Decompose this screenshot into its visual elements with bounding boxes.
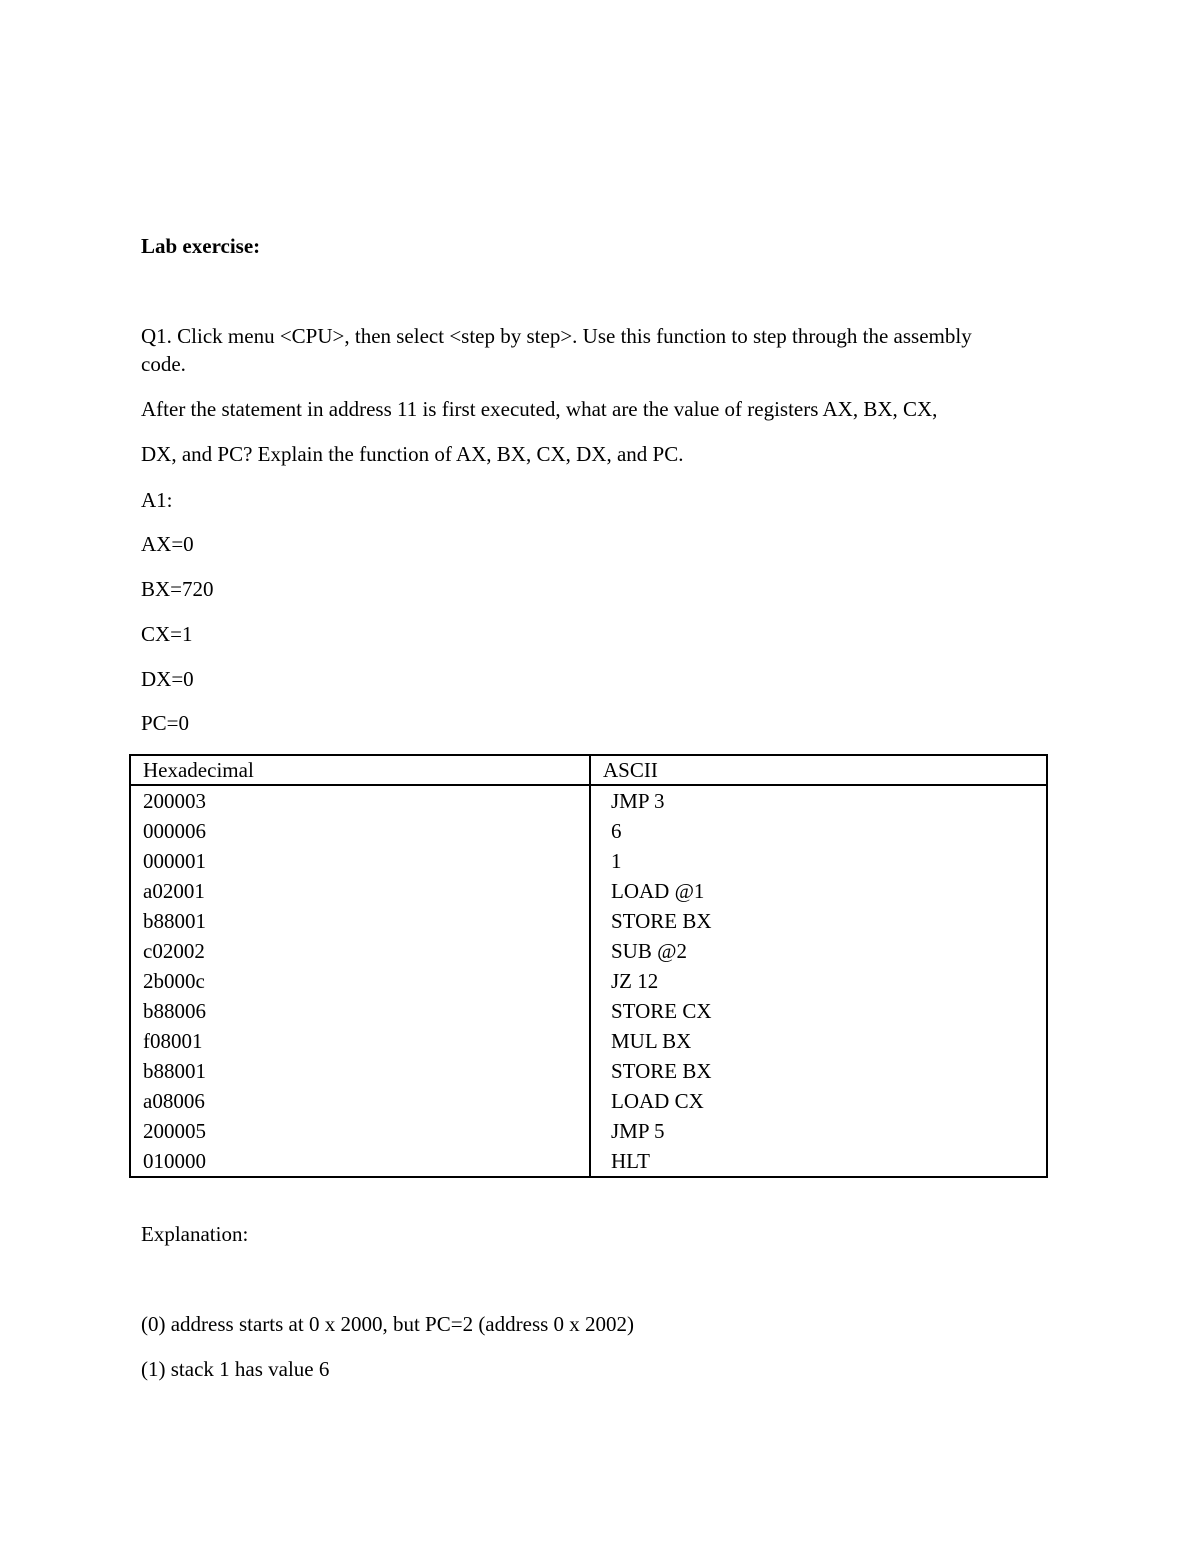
register-dx: DX=0 <box>141 667 194 691</box>
explanation-label: Explanation: <box>141 1222 249 1246</box>
hex-cell: a02001 <box>130 876 590 906</box>
table-row <box>130 1086 1047 1116</box>
table-row <box>130 966 1047 996</box>
section-heading: Lab exercise: <box>141 234 261 258</box>
answer-label: A1: <box>141 488 173 512</box>
register-cx: CX=1 <box>141 622 193 646</box>
table-row <box>130 996 1047 1026</box>
table-row <box>130 1146 1047 1177</box>
ascii-cell: MUL BX <box>611 1029 692 1053</box>
ascii-cell: STORE BX <box>611 909 712 933</box>
question-line-2: After the statement in address 11 is first executed, what are the value of registers AX, BX, CX, <box>141 397 938 421</box>
ascii-cell: JMP 5 <box>611 1119 665 1143</box>
hex-cell: 200003 <box>130 785 590 816</box>
header-hexadecimal: Hexadecimal <box>130 755 590 785</box>
table-row <box>130 876 1047 906</box>
table-row <box>130 846 1047 876</box>
register-pc: PC=0 <box>141 711 190 735</box>
table-row <box>130 1056 1047 1086</box>
question-q1: Q1. Click menu <CPU>, then select <step by step>. Use this function to step through the assembly code. <box>141 324 972 376</box>
ascii-cell: LOAD CX <box>611 1089 704 1113</box>
ascii-cell: STORE BX <box>611 1059 712 1083</box>
hex-cell: 200005 <box>130 1116 590 1146</box>
hex-cell: 000006 <box>130 816 590 846</box>
table-row <box>130 1026 1047 1056</box>
ascii-cell: LOAD @1 <box>611 879 705 903</box>
ascii-cell: SUB @2 <box>611 939 687 963</box>
hex-cell: b88006 <box>130 996 590 1026</box>
ascii-cell: 6 <box>611 819 622 843</box>
hex-cell: 010000 <box>130 1146 590 1177</box>
table-row <box>130 906 1047 936</box>
table-row <box>130 1116 1047 1146</box>
hex-cell: 2b000c <box>130 966 590 996</box>
ascii-cell: JZ 12 <box>611 969 659 993</box>
register-bx: BX=720 <box>141 577 214 601</box>
hex-cell: 000001 <box>130 846 590 876</box>
table-row <box>130 816 1047 846</box>
ascii-cell: 1 <box>611 849 622 873</box>
hex-cell: b88001 <box>130 906 590 936</box>
hex-cell: b88001 <box>130 1056 590 1086</box>
hex-cell: c02002 <box>130 936 590 966</box>
hex-cell: a08006 <box>130 1086 590 1116</box>
hex-cell: f08001 <box>130 1026 590 1056</box>
explanation-item: (1) stack 1 has value 6 <box>141 1357 330 1381</box>
table-row <box>130 785 1047 816</box>
question-line-3: DX, and PC? Explain the function of AX, BX, CX, DX, and PC. <box>141 442 684 466</box>
header-ascii: ASCII <box>590 755 1047 785</box>
ascii-cell: HLT <box>611 1149 650 1173</box>
explanation-item: (0) address starts at 0 x 2000, but PC=2 (address 0 x 2002) <box>141 1312 635 1336</box>
ascii-cell: STORE CX <box>611 999 712 1023</box>
table-header-row <box>130 755 1047 785</box>
ascii-cell: JMP 3 <box>611 789 665 813</box>
assembly-code-table <box>129 754 1048 1178</box>
register-ax: AX=0 <box>141 532 194 556</box>
table-row <box>130 936 1047 966</box>
